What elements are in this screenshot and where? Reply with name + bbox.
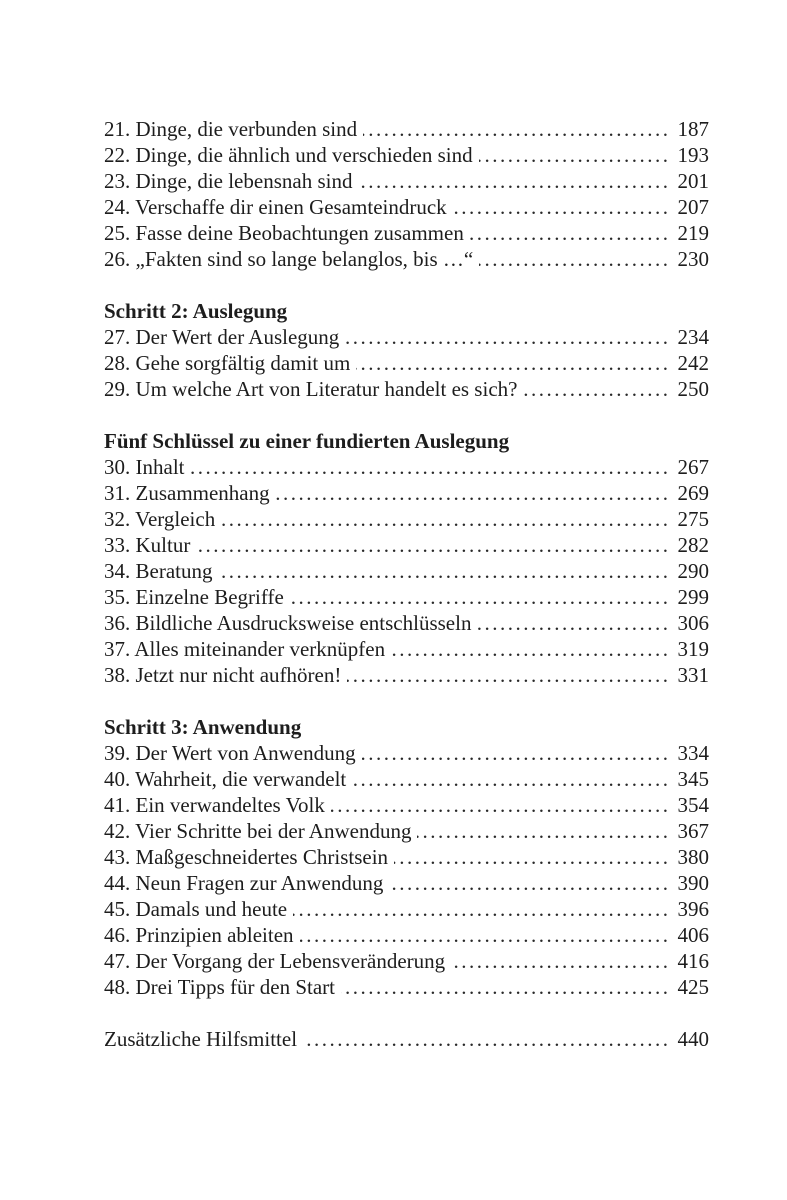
toc-entry-title: 23. Dinge, die lebensnah sind: [104, 169, 353, 193]
toc-entry: [104, 246, 709, 272]
toc-entry-title: 46. Prinzipien ableiten: [104, 923, 294, 947]
toc-entry-page-number: 416: [677, 949, 709, 973]
toc-entry-title: 38. Jetzt nur nicht aufhören!: [104, 663, 342, 687]
toc-entry: [104, 766, 709, 792]
toc-entry-title: 28. Gehe sorgfältig damit um: [104, 351, 351, 375]
dot-leader: [356, 350, 670, 376]
dot-leader: [276, 480, 671, 506]
toc-entry: [104, 610, 709, 636]
toc-entry: [104, 584, 709, 610]
toc-entry-page-number: 207: [677, 195, 709, 219]
toc-entry: [104, 116, 709, 142]
dot-leader: [303, 1026, 670, 1052]
toc-entry: [104, 1026, 709, 1052]
toc-entry-title: 40. Wahrheit, die verwandelt: [104, 767, 347, 791]
toc-entry-title: 45. Damals und heute: [104, 897, 288, 921]
toc-entry-page-number: 334: [677, 741, 709, 765]
toc-entry-page-number: 354: [677, 793, 709, 817]
toc-entry-title: 39. Der Wert von Anwendung: [104, 741, 356, 765]
toc-entry: [104, 194, 709, 220]
dot-leader: [196, 532, 670, 558]
toc-entry: [104, 818, 709, 844]
toc-section: [104, 1026, 709, 1052]
toc-entry: [104, 662, 709, 688]
toc-entry: [104, 844, 709, 870]
toc-entry-page-number: 406: [677, 923, 709, 947]
toc-entry-page-number: 345: [677, 767, 709, 791]
toc-entry-page-number: 396: [677, 897, 709, 921]
dot-leader: [293, 896, 670, 922]
dot-leader: [190, 454, 670, 480]
toc-entry-page-number: 299: [677, 585, 709, 609]
table-of-contents: [104, 116, 709, 1052]
toc-entry: [104, 870, 709, 896]
toc-entry: [104, 454, 709, 480]
dot-leader: [221, 506, 670, 532]
dot-leader: [331, 792, 671, 818]
toc-entry-title: 32. Vergleich: [104, 507, 216, 531]
toc-entry: [104, 142, 709, 168]
toc-entry: [104, 480, 709, 506]
toc-section: [104, 298, 709, 402]
toc-entry-page-number: 390: [677, 871, 709, 895]
dot-leader: [451, 948, 670, 974]
toc-entry-page-number: 230: [677, 247, 709, 271]
section-heading: Schritt 3: Anwendung: [104, 715, 302, 739]
toc-entry-page-number: 331: [677, 663, 709, 687]
toc-entry-title: 30. Inhalt: [104, 455, 185, 479]
toc-entry: [104, 376, 709, 402]
toc-entry-title: 48. Drei Tipps für den Start: [104, 975, 335, 999]
toc-entry-page-number: 319: [677, 637, 709, 661]
toc-entry: [104, 922, 709, 948]
toc-entry-title: 37. Alles miteinander verknüpfen: [104, 637, 386, 661]
dot-leader: [358, 168, 670, 194]
dot-leader: [389, 870, 670, 896]
dot-leader: [362, 740, 671, 766]
toc-entry-page-number: 193: [677, 143, 709, 167]
toc-entry-title: 43. Maßgeschneidertes Christsein: [104, 845, 389, 869]
toc-entry-title: 35. Einzelne Begriffe: [104, 585, 284, 609]
toc-entry-page-number: 187: [677, 117, 709, 141]
toc-section: [104, 714, 709, 1000]
toc-entry-title: 24. Verschaffe dir einen Gesamteindruck: [104, 195, 447, 219]
toc-entry-page-number: 425: [677, 975, 709, 999]
dot-leader: [363, 116, 670, 142]
toc-entry-title: 25. Fasse deine Beobachtungen zusammen: [104, 221, 464, 245]
toc-entry-page-number: 267: [677, 455, 709, 479]
toc-entry: [104, 506, 709, 532]
dot-leader: [453, 194, 671, 220]
dot-leader: [345, 324, 670, 350]
toc-entry-title: 29. Um welche Art von Literatur handelt es sich?: [104, 377, 518, 401]
toc-entry: [104, 558, 709, 584]
toc-entry-title: 34. Beratung: [104, 559, 213, 583]
toc-entry-title: Zusätzliche Hilfsmittel: [104, 1027, 298, 1051]
toc-entry-page-number: 250: [677, 377, 709, 401]
dot-leader: [341, 974, 671, 1000]
toc-entry-title: 33. Kultur: [104, 533, 191, 557]
toc-entry-page-number: 234: [677, 325, 709, 349]
toc-entry-title: 36. Bildliche Ausdrucksweise entschlüsseln: [104, 611, 472, 635]
dot-leader: [391, 636, 670, 662]
dot-leader: [417, 818, 670, 844]
toc-entry-page-number: 275: [677, 507, 709, 531]
toc-entry: [104, 896, 709, 922]
toc-entry-title: 42. Vier Schritte bei der Anwendung: [104, 819, 412, 843]
toc-entry: [104, 636, 709, 662]
toc-entry-title: 22. Dinge, die ähnlich und verschieden sind: [104, 143, 473, 167]
dot-leader: [347, 662, 670, 688]
dot-leader: [523, 376, 670, 402]
toc-entry-page-number: 242: [677, 351, 709, 375]
toc-entry-title: 47. Der Vorgang der Lebensveränderung: [104, 949, 446, 973]
dot-leader: [352, 766, 670, 792]
toc-entry-title: 44. Neun Fragen zur Anwendung: [104, 871, 384, 895]
toc-section: [104, 428, 709, 688]
toc-entry-title: 41. Ein verwandeltes Volk: [104, 793, 325, 817]
toc-entry-title: 26. „Fakten sind so lange belanglos, bis …“: [104, 247, 474, 271]
dot-leader: [394, 844, 670, 870]
toc-entry: [104, 324, 709, 350]
toc-entry-page-number: 269: [677, 481, 709, 505]
toc-section: [104, 116, 709, 272]
toc-entry-page-number: 440: [677, 1027, 709, 1051]
toc-entry-page-number: 306: [677, 611, 709, 635]
toc-entry: [104, 220, 709, 246]
toc-entry-page-number: 367: [677, 819, 709, 843]
dot-leader: [300, 922, 671, 948]
dot-leader: [290, 584, 671, 610]
dot-leader: [218, 558, 670, 584]
toc-entry-title: 21. Dinge, die verbunden sind: [104, 117, 358, 141]
toc-entry-page-number: 282: [677, 533, 709, 557]
toc-entry: [104, 350, 709, 376]
toc-entry-page-number: 201: [677, 169, 709, 193]
toc-entry-title: 27. Der Wert der Auslegung: [104, 325, 340, 349]
dot-leader: [479, 142, 671, 168]
toc-entry-page-number: 219: [677, 221, 709, 245]
section-heading: Schritt 2: Auslegung: [104, 299, 288, 323]
toc-entry-title: 31. Zusammenhang: [104, 481, 270, 505]
toc-entry: [104, 168, 709, 194]
dot-leader: [477, 610, 670, 636]
toc-entry: [104, 792, 709, 818]
toc-entry: [104, 532, 709, 558]
dot-leader: [470, 220, 671, 246]
toc-entry: [104, 948, 709, 974]
section-heading: Fünf Schlüssel zu einer fundierten Auslegung: [104, 429, 510, 453]
toc-entry: [104, 740, 709, 766]
toc-entry-page-number: 380: [677, 845, 709, 869]
toc-entry: [104, 974, 709, 1000]
dot-leader: [479, 246, 670, 272]
toc-entry-page-number: 290: [677, 559, 709, 583]
